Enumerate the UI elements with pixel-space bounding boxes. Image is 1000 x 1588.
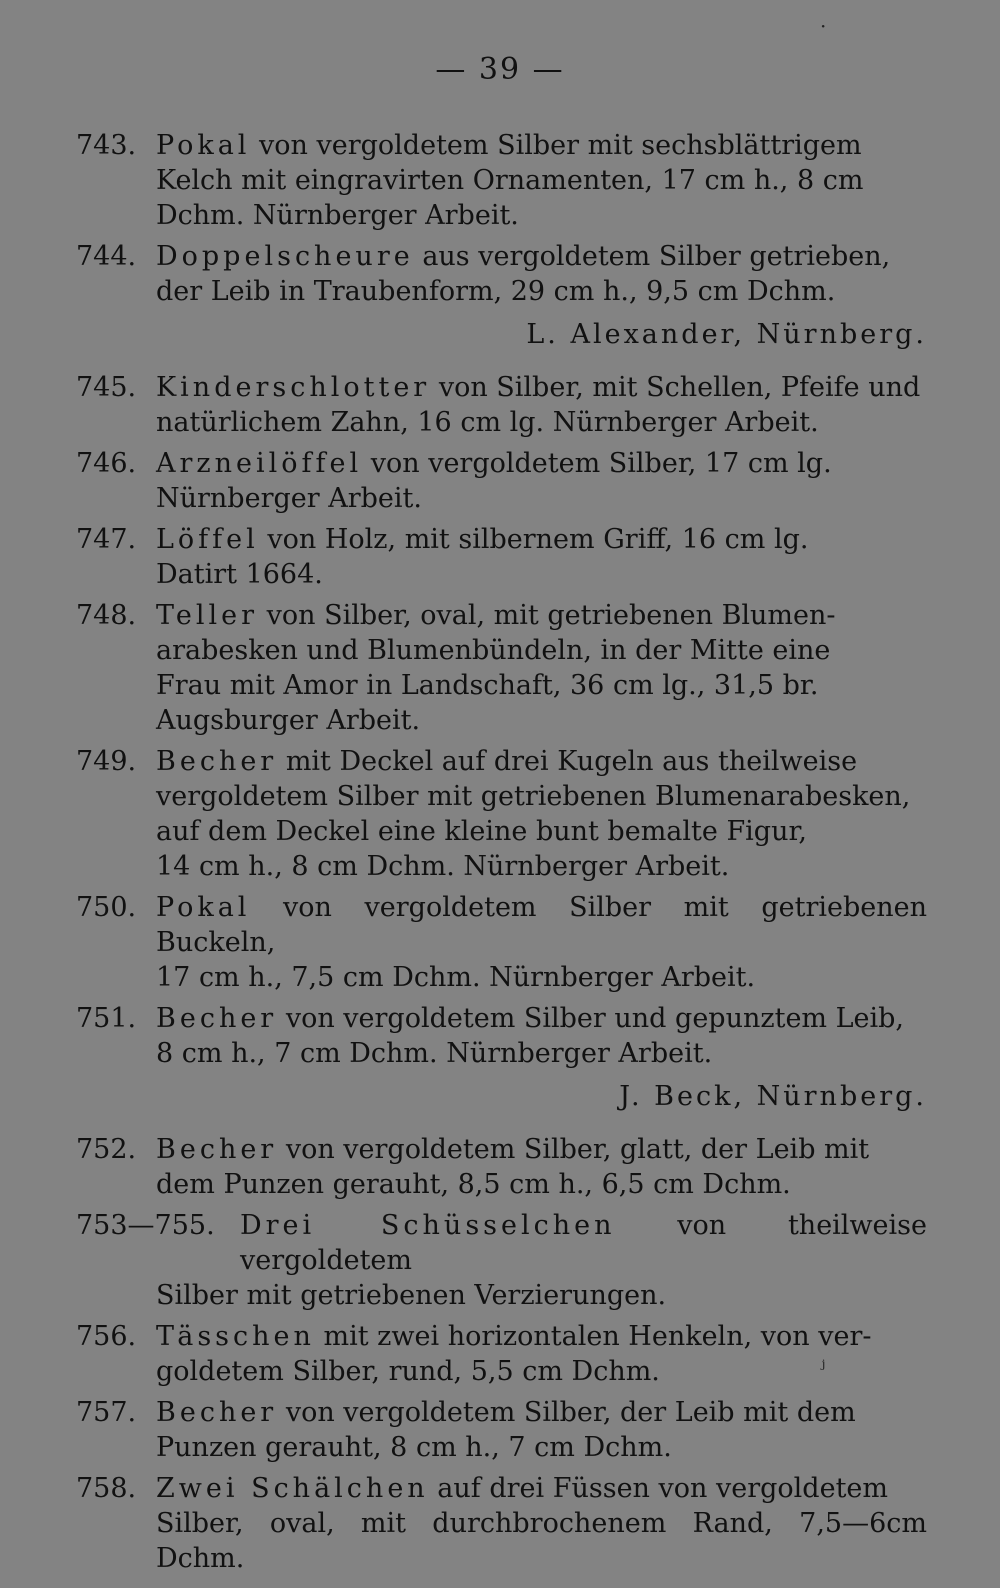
entry-number: 751.	[76, 1003, 137, 1034]
entry-text: Nürnberger Arbeit.	[156, 483, 422, 514]
entry-text: auf drei Füssen von vergoldetem	[437, 1473, 889, 1504]
entry-text: Datirt 1664.	[156, 559, 323, 590]
entry-text: Silber mit getriebenen Verzierungen.	[156, 1280, 667, 1311]
entry-title: Löffel	[156, 524, 259, 555]
catalog-entry	[76, 522, 927, 592]
entry-text: 8 cm h., 7 cm Dchm. Nürnberger Arbeit.	[156, 1038, 713, 1069]
pencil-tick-mark: ʲ	[820, 1355, 826, 1379]
entry-title: Doppelscheure	[156, 241, 414, 272]
entry-text: Frau mit Amor in Landschaft, 36 cm lg., 31,5 br.	[156, 670, 819, 701]
catalog-entry	[76, 1395, 927, 1465]
entry-number: 747.	[76, 524, 137, 555]
entry-text: von vergoldetem Silber, der Leib mit dem	[285, 1397, 856, 1428]
catalog-entry	[76, 370, 927, 440]
entry-title: Becher	[156, 1397, 278, 1428]
entry-number: 746.	[76, 448, 137, 479]
catalog-entry	[76, 1319, 927, 1389]
entry-text: Augsburger Arbeit.	[156, 705, 421, 736]
print-speck: ·	[820, 14, 827, 38]
entry-text: von Holz, mit silbernem Griff, 16 cm lg.	[267, 524, 809, 555]
entry-number: 753—755.	[76, 1210, 215, 1241]
catalog-entry	[76, 1471, 927, 1576]
catalog-entry	[76, 890, 927, 995]
entry-text: 17 cm h., 7,5 cm Dchm. Nürnberger Arbeit.	[156, 962, 756, 993]
entry-title: Teller	[156, 600, 259, 631]
entry-text: von Silber, mit Schellen, Pfeife und	[438, 372, 921, 403]
entry-text: Punzen gerauht, 8 cm h., 7 cm Dchm.	[156, 1432, 672, 1463]
entry-number: 756.	[76, 1321, 137, 1352]
entry-number: 758.	[76, 1473, 137, 1504]
entry-title: Tässchen	[156, 1321, 315, 1352]
entry-title: Zwei Schälchen	[156, 1473, 429, 1504]
entry-text: 14 cm h., 8 cm Dchm. Nürnberger Arbeit.	[156, 851, 730, 882]
entry-text: von vergoldetem Silber mit getriebenen Buckeln,	[156, 892, 927, 958]
entry-text: von theilweise vergoldetem	[240, 1210, 927, 1276]
entry-number: 757.	[76, 1397, 137, 1428]
entry-title: Becher	[156, 1003, 278, 1034]
entry-number: 744.	[76, 241, 137, 272]
entry-text: der Leib in Traubenform, 29 cm h., 9,5 cm Dchm.	[156, 276, 836, 307]
entry-text: mit Deckel auf drei Kugeln aus theilweise	[285, 746, 858, 777]
entry-text: von vergoldetem Silber mit sechsblättrigem	[259, 130, 862, 161]
entry-number: 748.	[76, 600, 137, 631]
catalog-entry	[76, 239, 927, 309]
entry-title: Arzneilöffel	[156, 448, 363, 479]
entry-title: Kinderschlotter	[156, 372, 431, 403]
entry-number: 743.	[76, 130, 137, 161]
entry-text: von vergoldetem Silber, 17 cm lg.	[370, 448, 832, 479]
entry-text: mit zwei horizontalen Henkeln, von ver-	[323, 1321, 872, 1352]
entry-number: 749.	[76, 746, 137, 777]
catalog-entry	[76, 1208, 927, 1313]
entry-text: goldetem Silber, rund, 5,5 cm Dchm.	[156, 1356, 660, 1387]
entry-text: arabesken und Blumenbündeln, in der Mitte eine	[156, 635, 831, 666]
catalog-entry	[76, 1001, 927, 1071]
entry-title: Pokal	[156, 892, 251, 923]
entry-number: 752.	[76, 1134, 137, 1165]
entry-title: Becher	[156, 1134, 278, 1165]
entry-text: natürlichem Zahn, 16 cm lg. Nürnberger Arbeit.	[156, 407, 819, 438]
entry-text: Kelch mit eingravirten Ornamenten, 17 cm h., 8 cm	[156, 165, 864, 196]
catalog-entry	[76, 744, 927, 884]
entry-title: Becher	[156, 746, 278, 777]
entry-title: Pokal	[156, 130, 251, 161]
entry-number: 750.	[76, 892, 137, 923]
entry-text: von Silber, oval, mit getriebenen Blumen-	[266, 600, 836, 631]
catalog-entries	[76, 128, 927, 1582]
entry-text: Dchm. Nürnberger Arbeit.	[156, 200, 519, 231]
catalog-entry	[76, 1132, 927, 1202]
entry-text: aus vergoldetem Silber getrieben,	[422, 241, 891, 272]
entry-text: von vergoldetem Silber, glatt, der Leib mit	[285, 1134, 870, 1165]
entry-text: Silber, oval, mit durchbrochenem Rand, 7,5—6cm Dchm.	[156, 1508, 927, 1574]
catalog-entry	[76, 598, 927, 738]
provenance-credit: L. Alexander, Nürnberg.	[526, 319, 927, 350]
entry-text: dem Punzen gerauht, 8,5 cm h., 6,5 cm Dchm.	[156, 1169, 791, 1200]
entry-text: vergoldetem Silber mit getriebenen Blumenarabesken,	[156, 781, 911, 812]
page-number: — 39 —	[435, 52, 565, 87]
entry-number: 745.	[76, 372, 137, 403]
provenance-credit: J. Beck, Nürnberg.	[619, 1081, 927, 1112]
entry-text: von vergoldetem Silber und gepunztem Leib,	[285, 1003, 905, 1034]
entry-title: Drei Schüsselchen	[240, 1210, 616, 1241]
catalog-entry	[76, 128, 927, 233]
entry-text: auf dem Deckel eine kleine bunt bemalte Figur,	[156, 816, 808, 847]
catalog-entry	[76, 446, 927, 516]
